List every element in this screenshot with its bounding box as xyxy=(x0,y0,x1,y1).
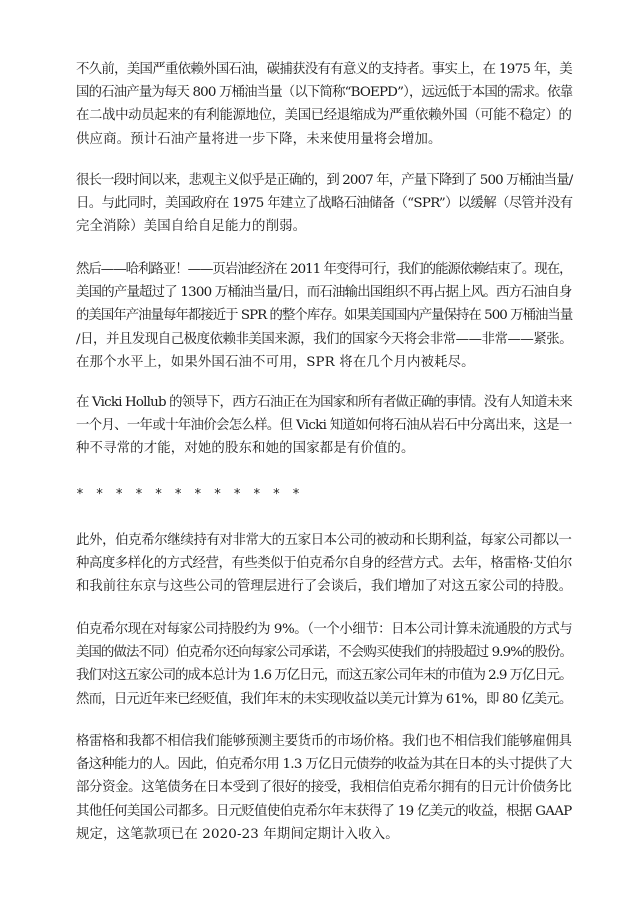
paragraph-shale-oil xyxy=(76,258,572,374)
text-line: 我们对这五家公司的成本总计为 1.6 万亿日元，而这五家公司年末的市值为 2.9 万亿日元。 xyxy=(76,668,572,684)
text-line: 的美国年产油量每年都接近于 SPR 的整个库存。如果美国国内产量保持在 500 万桶油当量 xyxy=(76,308,573,324)
text-line: 日。与此同时，美国政府在 1975 年建立了战略石油储备（“SPR”）以缓解（尽管并没有 xyxy=(76,196,573,212)
paragraph-vicki-hollub xyxy=(76,391,572,461)
text-line: 其他任何美国公司都多。日元贬值使伯克希尔年末获得了 19 亿美元的收益，根据 GAAP xyxy=(76,803,572,819)
text-line: 种高度多样化的方式经营，有些类似于伯克希尔自身的经营方式。去年，格雷格·艾伯尔 xyxy=(76,556,572,572)
paragraph-yen-financing xyxy=(76,730,572,846)
paragraph-pessimism-spr xyxy=(76,169,572,239)
paragraph-japanese-companies xyxy=(76,529,572,599)
text-line: 然后——哈利路亚！——页岩油经济在 2011 年变得可行，我们的能源依赖结束了。现在， xyxy=(76,262,572,277)
text-line: 部分资金。这笔债务在日本受到了很好的接受，我相信伯克希尔拥有的日元计价债务比 xyxy=(76,780,572,796)
text-line: 国的石油产量为每天 800 万桶油当量（以下简称“BOEPD”），远远低于本国的需求。依靠 xyxy=(76,85,573,101)
text-line: 美国的产量超过了 1300 万桶油当量/日，而石油输出国组织不再占据上风。西方石油自身 xyxy=(76,285,572,301)
text-line: 在 Vicki Hollub 的领导下，西方石油正在为国家和所有者做正确的事情。没有人知道未来 xyxy=(76,395,572,410)
text-line: 在二战中动员起来的有利能源地位，美国已经退缩成为严重依赖外国（可能不稳定）的 xyxy=(76,108,572,124)
text-line: 格雷格和我都不相信我们能够预测主要货币的市场价格。我们也不相信我们能够雇佣具 xyxy=(76,734,572,749)
text-line: 然而，日元近年来已经贬值，我们年末的未实现收益以美元计算为 61%，即 80 亿美元。 xyxy=(76,691,572,707)
text-line: /日，并且发现自己极度依赖非美国来源，我们的国家今天将会非常——非常——紧张。 xyxy=(76,331,573,347)
text-line: 此外，伯克希尔继续持有对非常大的五家日本公司的被动和长期利益，每家公司都以一 xyxy=(76,533,572,548)
text-line: 完全消除）美国自给自足能力的削弱。 xyxy=(76,219,307,235)
text-line: 很长一段时间以来，悲观主义似乎是正确的，到 2007 年，产量下降到了 500 万桶油当量/ xyxy=(76,173,573,188)
text-line: 不久前，美国严重依赖外国石油，碳捕获没有有意义的支持者。事实上，在 1975 年，美 xyxy=(76,62,572,77)
text-line: 在那个水平上，如果外国石油不可用，SPR 将在几个月内被耗尽。 xyxy=(76,354,475,370)
paragraph-us-oil-dependence xyxy=(76,58,572,151)
text-line: 美国的做法不同）伯克希尔还向每家公司承诺，不会购买使我们的持股超过 9.9%的股份。 xyxy=(76,645,573,661)
text-line: 供应商。预计石油产量将进一步下降，未来使用量将会增加。 xyxy=(76,131,442,147)
text-line: 一个月、一年或十年油价会怎么样。但 Vicki 知道如何将石油从岩石中分离出来，这是一 xyxy=(76,418,572,434)
text-line: 规定，这笔款项已在 2020-23 年期间定期计入收入。 xyxy=(76,826,399,842)
text-line: 备这种能力的人。因此，伯克希尔用 1.3 万亿日元债券的收益为其在日本的头寸提供了大 xyxy=(76,757,572,773)
text-line: 种不寻常的才能，对她的股东和她的国家都是有价值的。 xyxy=(76,441,415,457)
paragraph-holdings-detail xyxy=(76,618,572,711)
text-line: 伯克希尔现在对每家公司持股约为 9%。（一个小细节：日本公司计算未流通股的方式与 xyxy=(76,622,573,637)
section-separator: * * * * * * * * * * * * xyxy=(76,487,303,502)
text-line: 和我前往东京与这些公司的管理层进行了会谈后，我们增加了对这五家公司的持股。 xyxy=(76,579,573,595)
